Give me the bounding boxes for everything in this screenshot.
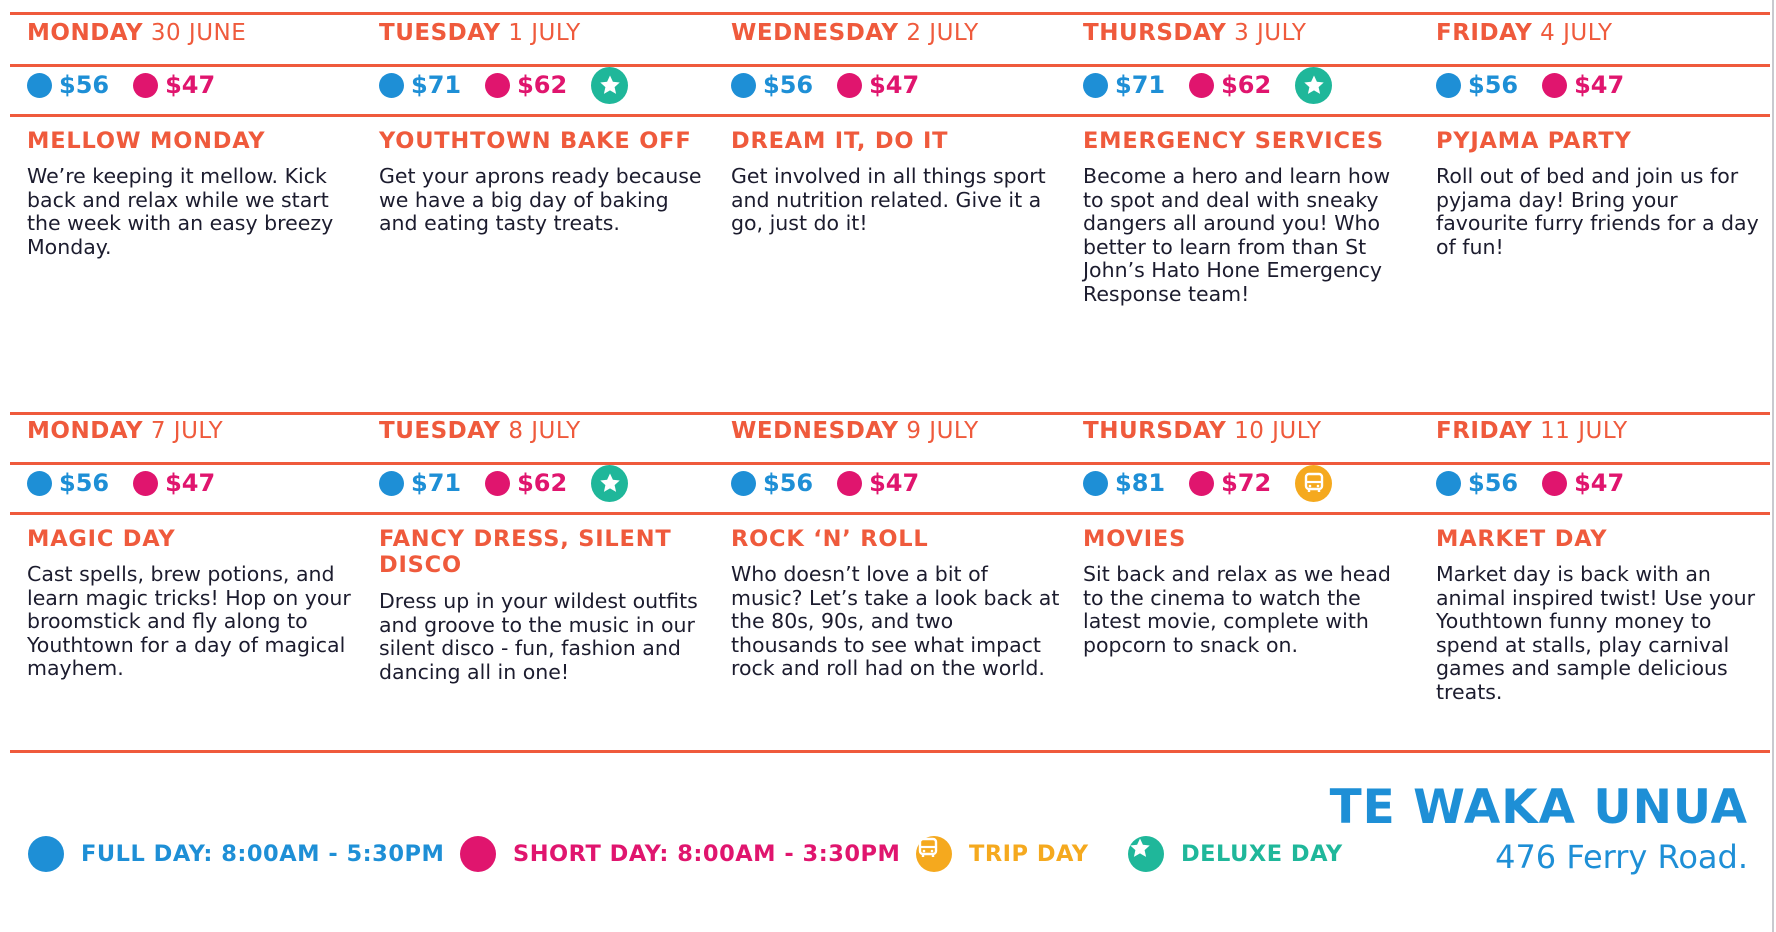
- full-day-dot-icon: [379, 73, 404, 98]
- star-icon: [591, 465, 628, 502]
- day-description: Who doesn’t love a bit of music? Let’s take a look back at the 80s, 90s, and two thousands to see what impact rock and roll had on the world.: [731, 562, 1060, 681]
- short-day-dot-icon: [133, 471, 158, 496]
- day-title: DREAM IT, DO IT: [731, 128, 949, 154]
- short-day-price: [485, 469, 567, 497]
- short-day-dot-icon: [485, 73, 510, 98]
- day-title: YOUTHTOWN BAKE OFF: [379, 128, 692, 154]
- day-date: [27, 418, 223, 444]
- day-title: MAGIC DAY: [27, 526, 176, 552]
- full-day-dot-icon: [27, 73, 52, 98]
- full-day-dot-icon: [1083, 73, 1108, 98]
- short-day-price-value: $62: [1221, 71, 1272, 99]
- short-day-dot-icon: [485, 471, 510, 496]
- short-day-price: [485, 71, 567, 99]
- day-weekday: THURSDAY: [1083, 418, 1227, 444]
- short-day-price-value: $47: [1574, 71, 1625, 99]
- day-weekday: WEDNESDAY: [731, 20, 899, 46]
- day-description: Market day is back with an animal inspired twist! Use your Youthtown funny money to spend at stalls, play carnival games and sample delicious treats.: [1436, 562, 1756, 704]
- bus-icon: [916, 836, 952, 872]
- full-day-dot-icon: [731, 73, 756, 98]
- short-day-dot-icon: [460, 836, 496, 872]
- day-date: [1436, 20, 1613, 46]
- day-description: Get your aprons ready because we have a big day of baking and eating tasty treats.: [379, 164, 702, 236]
- full-day-price: [1436, 469, 1518, 497]
- star-icon: [1128, 836, 1164, 872]
- day-weekday: FRIDAY: [1436, 418, 1533, 444]
- day-date-text: 2 JULY: [906, 20, 979, 46]
- day-weekday: WEDNESDAY: [731, 418, 899, 444]
- day-weekday: FRIDAY: [1436, 20, 1533, 46]
- full-day-dot-icon: [1083, 471, 1108, 496]
- day-date: [1436, 418, 1628, 444]
- full-day-price-value: $56: [763, 71, 814, 99]
- day-date: [1083, 418, 1322, 444]
- page-edge-divider: [1772, 0, 1774, 932]
- full-day-price: [379, 71, 461, 99]
- day-description: We’re keeping it mellow. Kick back and relax while we start the week with an easy breezy Monday.: [27, 164, 334, 259]
- full-day-dot-icon: [27, 471, 52, 496]
- day-date-text: 10 JULY: [1234, 418, 1322, 444]
- day-title: MARKET DAY: [1436, 526, 1608, 552]
- day-prices: [1083, 60, 1332, 110]
- legend-trip-day-label: TRIP DAY: [969, 841, 1089, 867]
- day-prices: [27, 458, 239, 508]
- full-day-price-value: $71: [411, 469, 462, 497]
- legend-full-day: [28, 836, 444, 872]
- day-date-text: 8 JULY: [508, 418, 581, 444]
- short-day-price: [1189, 71, 1271, 99]
- day-weekday: TUESDAY: [379, 20, 501, 46]
- short-day-price-value: $47: [165, 469, 216, 497]
- full-day-price-value: $56: [1468, 469, 1519, 497]
- row-divider: [10, 12, 1770, 15]
- full-day-price: [27, 469, 109, 497]
- day-weekday: TUESDAY: [379, 418, 501, 444]
- day-weekday: MONDAY: [27, 418, 144, 444]
- day-prices: [731, 458, 943, 508]
- short-day-price: [133, 71, 215, 99]
- star-icon: [1295, 67, 1332, 104]
- day-prices: [1436, 458, 1648, 508]
- day-prices: [1083, 458, 1332, 508]
- day-date-text: 3 JULY: [1234, 20, 1307, 46]
- star-icon: [591, 67, 628, 104]
- day-prices: [379, 60, 628, 110]
- full-day-dot-icon: [379, 471, 404, 496]
- bus-icon: [1295, 465, 1332, 502]
- full-day-price: [379, 469, 461, 497]
- full-day-price-value: $56: [59, 71, 110, 99]
- day-prices: [27, 60, 239, 110]
- short-day-price-value: $72: [1221, 469, 1272, 497]
- short-day-dot-icon: [1542, 73, 1567, 98]
- short-day-dot-icon: [133, 73, 158, 98]
- day-description: Sit back and relax as we head to the cinema to watch the latest movie, complete with popcorn to snack on.: [1083, 562, 1391, 657]
- short-day-dot-icon: [1542, 471, 1567, 496]
- full-day-price-value: $56: [59, 469, 110, 497]
- day-title: MOVIES: [1083, 526, 1187, 552]
- short-day-dot-icon: [837, 73, 862, 98]
- day-date-text: 7 JULY: [150, 418, 224, 444]
- short-day-price-value: $62: [517, 469, 568, 497]
- legend-divider: [10, 750, 1770, 753]
- full-day-price: [731, 71, 813, 99]
- day-prices: [1436, 60, 1648, 110]
- day-date: [731, 20, 979, 46]
- day-title: PYJAMA PARTY: [1436, 128, 1632, 154]
- full-day-price: [731, 469, 813, 497]
- short-day-price: [1189, 469, 1271, 497]
- full-day-price-value: $56: [763, 469, 814, 497]
- full-day-price-value: $71: [411, 71, 462, 99]
- legend-deluxe-day-label: DELUXE DAY: [1181, 841, 1343, 867]
- full-day-dot-icon: [731, 471, 756, 496]
- legend-short-day-label: SHORT DAY: 8:00AM - 3:30PM: [513, 841, 901, 867]
- full-day-price-value: $81: [1115, 469, 1166, 497]
- full-day-price: [27, 71, 109, 99]
- day-date-text: 1 JULY: [508, 20, 581, 46]
- row-divider: [10, 512, 1770, 515]
- row-divider: [10, 412, 1770, 415]
- full-day-dot-icon: [1436, 73, 1461, 98]
- day-date-text: 11 JULY: [1540, 418, 1628, 444]
- day-title: EMERGENCY SERVICES: [1083, 128, 1384, 154]
- full-day-price-value: $71: [1115, 71, 1166, 99]
- day-description: Dress up in your wildest outfits and groove to the music in our silent disco - fun, fashion and dancing all in one!: [379, 589, 698, 684]
- full-day-price: [1083, 469, 1165, 497]
- legend-short-day: [460, 836, 900, 872]
- short-day-dot-icon: [837, 471, 862, 496]
- legend-trip-day: [916, 836, 1089, 872]
- day-date: [379, 418, 581, 444]
- short-day-price: [1542, 469, 1624, 497]
- day-date: [731, 418, 979, 444]
- short-day-price: [133, 469, 215, 497]
- day-date-text: 9 JULY: [906, 418, 979, 444]
- day-date-text: 4 JULY: [1540, 20, 1613, 46]
- day-title: FANCY DRESS, SILENT DISCO: [379, 526, 672, 578]
- day-description: Roll out of bed and join us for pyjama day! Bring your favourite furry friends for a day of fun!: [1436, 164, 1759, 259]
- day-prices: [731, 60, 943, 110]
- day-title: MELLOW MONDAY: [27, 128, 266, 154]
- full-day-price-value: $56: [1468, 71, 1519, 99]
- short-day-price: [837, 71, 919, 99]
- full-day-price: [1083, 71, 1165, 99]
- short-day-price-value: $62: [517, 71, 568, 99]
- day-weekday: THURSDAY: [1083, 20, 1227, 46]
- full-day-dot-icon: [1436, 471, 1461, 496]
- full-day-dot-icon: [28, 836, 64, 872]
- short-day-dot-icon: [1189, 73, 1214, 98]
- day-date: [1083, 20, 1306, 46]
- day-prices: [379, 458, 628, 508]
- short-day-price-value: $47: [869, 469, 920, 497]
- day-date: [27, 20, 246, 46]
- short-day-dot-icon: [1189, 471, 1214, 496]
- short-day-price-value: $47: [869, 71, 920, 99]
- venue-name: TE WAKA UNUA: [1329, 780, 1748, 835]
- full-day-price: [1436, 71, 1518, 99]
- short-day-price: [1542, 71, 1624, 99]
- day-description: Get involved in all things sport and nutrition related. Give it a go, just do it!: [731, 164, 1046, 236]
- day-date-text: 30 JUNE: [150, 20, 247, 46]
- short-day-price-value: $47: [1574, 469, 1625, 497]
- short-day-price: [837, 469, 919, 497]
- legend-deluxe-day: [1128, 836, 1343, 872]
- venue-address: 476 Ferry Road.: [1495, 838, 1748, 876]
- day-description: Cast spells, brew potions, and learn magic tricks! Hop on your broomstick and fly along to Youthtown for a day of magical mayhem.: [27, 562, 351, 681]
- short-day-price-value: $47: [165, 71, 216, 99]
- legend-full-day-label: FULL DAY: 8:00AM - 5:30PM: [81, 841, 445, 867]
- day-date: [379, 20, 581, 46]
- day-title: ROCK ‘N’ ROLL: [731, 526, 929, 552]
- day-description: Become a hero and learn how to spot and deal with sneaky dangers all around you! Who better to learn from than St John’s Hato Hone Emergency Response team!: [1083, 164, 1391, 306]
- day-weekday: MONDAY: [27, 20, 144, 46]
- row-divider: [10, 114, 1770, 117]
